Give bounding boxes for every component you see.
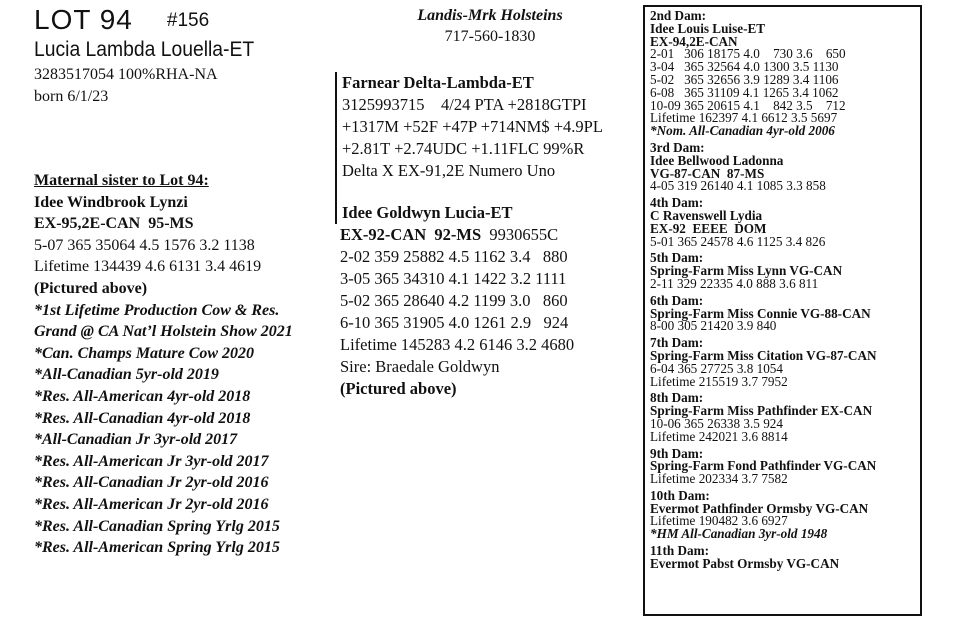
pedigree-generation xyxy=(650,197,915,248)
generation-label: 3rd Dam: xyxy=(650,139,705,155)
dam-pictured: (Pictured above) xyxy=(340,379,457,398)
pedigree-generation xyxy=(650,392,915,443)
sister-honor: *Res. All-American Spring Yrlg 2015 xyxy=(34,539,280,557)
pedigree-generation xyxy=(650,292,915,334)
generation-record: 8-00 305 21420 3.9 840 xyxy=(650,318,777,334)
sire-line: +2.81T +2.74UDC +1.11FLC 99%R xyxy=(342,139,585,158)
generation-name: Evermot Pabst Ormsby VG-CAN xyxy=(650,555,840,571)
dam-record: 6-10 365 31905 4.0 1261 2.9 924 xyxy=(340,313,569,332)
generation-name: Spring-Farm Miss Citation VG-87-CAN xyxy=(650,347,877,363)
sister-name: Idee Windbrook Lynzi xyxy=(34,193,188,211)
sister-honor: *1st Lifetime Production Cow & Res. xyxy=(34,301,280,319)
dam-name: Idee Goldwyn Lucia-ET xyxy=(342,203,513,222)
generation-label: 5th Dam: xyxy=(650,250,704,266)
sister-honor: *Res. All-Canadian Spring Yrlg 2015 xyxy=(34,517,280,535)
sister-honor: *All-Canadian 5yr-old 2019 xyxy=(34,366,219,384)
pedigree-generation xyxy=(650,252,915,290)
sister-honor: *Res. All-American Jr 2yr-old 2016 xyxy=(34,495,269,513)
generation-note: *Nom. All-Canadian 4yr-old 2006 xyxy=(650,123,835,139)
generation-label: 10th Dam: xyxy=(650,487,710,503)
generation-label: 9th Dam: xyxy=(650,445,704,461)
generation-label: 11th Dam: xyxy=(650,543,709,559)
generation-class: EX-94,2E-CAN xyxy=(650,33,738,49)
generation-name: Spring-Farm Miss Lynn VG-CAN xyxy=(650,263,843,279)
generation-name: Spring-Farm Miss Connie VG-88-CAN xyxy=(650,305,871,321)
generation-record: 5-01 365 24578 4.6 1125 3.4 826 xyxy=(650,233,826,249)
generation-class: VG-87-CAN 87-MS xyxy=(650,165,765,181)
generation-record: 2-11 329 22335 4.0 888 3.6 811 xyxy=(650,275,819,291)
generation-class: EX-92 EEEE DOM xyxy=(650,220,767,236)
sire-line: 3125993715 4/24 PTA +2818GTPI xyxy=(342,95,587,114)
generation-record: Lifetime 190482 3.6 6927 xyxy=(650,513,788,529)
sire-name: Farnear Delta-Lambda-ET xyxy=(342,73,534,92)
generation-record: 3-04 365 32564 4.0 1300 3.5 1130 xyxy=(650,59,839,75)
generation-record: 6-04 365 27725 3.8 1054 xyxy=(650,360,783,376)
sister-honor: *Res. All-American 4yr-old 2018 xyxy=(34,387,251,405)
generation-record: 4-05 319 26140 4.1 1085 3.3 858 xyxy=(650,178,826,194)
sister-record: 5-07 365 35064 4.5 1576 3.2 1138 xyxy=(34,236,255,254)
generation-label: 7th Dam: xyxy=(650,335,704,351)
generation-name: Evermot Pathfinder Ormsby VG-CAN xyxy=(650,500,869,516)
generation-label: 2nd Dam: xyxy=(650,8,707,23)
generation-label: 8th Dam: xyxy=(650,390,704,406)
generation-record: Lifetime 202334 3.7 7582 xyxy=(650,471,788,487)
generation-record: 2-01 306 18175 4.0 730 3.6 650 xyxy=(650,46,846,62)
sire-block xyxy=(335,72,603,220)
sister-honor: *Res. All-Canadian 4yr-old 2018 xyxy=(34,409,251,427)
generation-record: Lifetime 162397 4.1 6612 3.5 5697 xyxy=(650,110,838,126)
pedigree-box xyxy=(643,5,922,616)
sire-line: +1317M +52F +47P +714NM$ +4.9PL xyxy=(342,117,603,136)
generation-name: C Ravenswell Lydia xyxy=(650,207,763,223)
generation-name: Idee Louis Luise-ET xyxy=(650,20,766,36)
dam-record: 2-02 359 25882 4.5 1162 3.4 880 xyxy=(340,247,568,266)
pedigree-generation xyxy=(650,139,915,194)
registration: 3283517054 100%RHA-NA xyxy=(34,66,218,83)
pedigree-generation xyxy=(650,545,915,571)
consignor-phone: 717-560-1830 xyxy=(444,28,536,45)
dam-record: 3-05 365 34310 4.1 1422 3.2 1111 xyxy=(340,269,567,288)
pedigree-generation xyxy=(650,445,915,487)
dam-classification: EX-92-CAN 92-MS xyxy=(340,225,482,244)
cow-name: Lucia Lambda Louella-ET xyxy=(34,38,255,61)
pedigree-generation xyxy=(650,337,915,388)
generation-record: 6-08 365 31109 4.1 1265 3.4 1062 xyxy=(650,84,839,100)
sister-classification: EX-95,2E-CAN 95-MS xyxy=(34,215,194,233)
sister-honor: *Res. All-Canadian Jr 2yr-old 2016 xyxy=(34,474,269,492)
generation-label: 6th Dam: xyxy=(650,292,704,308)
consignor xyxy=(380,6,600,48)
dam-reg: 9930655C xyxy=(489,225,559,244)
generation-name: Spring-Farm Miss Pathfinder EX-CAN xyxy=(650,403,873,419)
generation-note: *HM All-Canadian 3yr-old 1948 xyxy=(650,526,828,542)
sire-line: Delta X EX-91,2E Numero Uno xyxy=(342,161,556,180)
sister-record: Lifetime 134439 4.6 6131 3.4 4619 xyxy=(34,258,262,276)
birth-date: born 6/1/23 xyxy=(34,88,109,105)
generation-record: Lifetime 242021 3.6 8814 xyxy=(650,428,788,444)
lot-label: LOT 94 xyxy=(34,4,133,35)
generation-name: Spring-Farm Fond Pathfinder VG-CAN xyxy=(650,458,877,474)
sister-honor: *All-Canadian Jr 3yr-old 2017 xyxy=(34,431,238,449)
lot-title xyxy=(34,4,209,36)
pedigree-generation xyxy=(650,10,915,138)
lot-number: #156 xyxy=(166,10,210,31)
consignor-name: Landis-Mrk Holsteins xyxy=(417,7,563,24)
sister-honor: *Res. All-American Jr 3yr-old 2017 xyxy=(34,452,269,470)
dam-sire: Sire: Braedale Goldwyn xyxy=(340,357,500,376)
generation-name: Idee Bellwood Ladonna xyxy=(650,152,784,168)
generation-record: 10-06 365 26338 3.5 924 xyxy=(650,415,783,431)
dam-block xyxy=(335,202,513,224)
sister-heading: Maternal sister to Lot 94: xyxy=(34,172,209,189)
maternal-sister xyxy=(34,170,293,559)
generation-record: 10-09 365 20615 4.1 842 3.5 712 xyxy=(650,97,846,113)
sister-pictured: (Pictured above) xyxy=(34,279,148,297)
dam-record: 5-02 365 28640 4.2 1199 3.0 860 xyxy=(340,291,568,310)
dam-lifetime: Lifetime 145283 4.2 6146 3.2 4680 xyxy=(340,335,575,354)
generation-record: 5-02 365 32656 3.9 1289 3.4 1106 xyxy=(650,71,839,87)
sister-honor: *Can. Champs Mature Cow 2020 xyxy=(34,344,255,362)
generation-label: 4th Dam: xyxy=(650,195,704,211)
sister-honor: Grand @ CA Nat’l Holstein Show 2021 xyxy=(34,323,293,341)
generation-record: Lifetime 215519 3.7 7952 xyxy=(650,373,788,389)
pedigree-generation xyxy=(650,487,915,542)
dam-details xyxy=(340,224,574,400)
